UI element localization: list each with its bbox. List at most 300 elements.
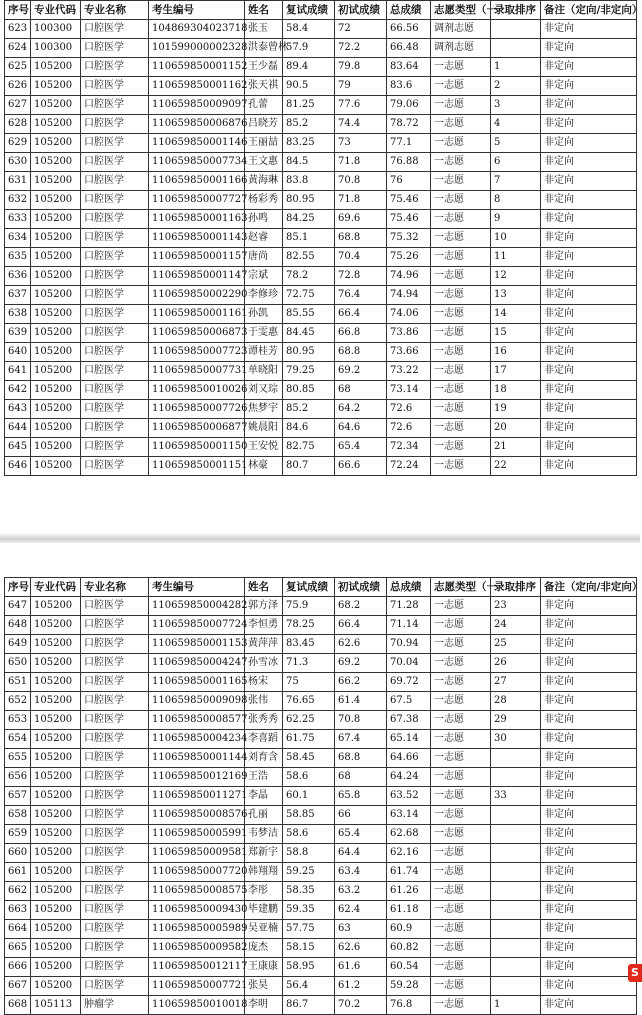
candidate-id-cell: 110659850008576 — [149, 806, 245, 825]
major-code-cell: 105200 — [31, 711, 81, 730]
table-row — [5, 730, 637, 749]
retest-score-cell: 57.9 — [283, 39, 335, 58]
preference-type-cell: 一志愿 — [431, 96, 491, 115]
initial-score-cell: 66 — [335, 806, 387, 825]
total-score-cell: 76.88 — [387, 153, 431, 172]
initial-score-cell: 66.8 — [335, 324, 387, 343]
candidate-id-cell: 110659850007721 — [149, 977, 245, 996]
initial-score-cell: 79 — [335, 77, 387, 96]
retest-score-cell: 85.2 — [283, 400, 335, 419]
candidate-id-cell: 110659850004234 — [149, 730, 245, 749]
table-row — [5, 863, 637, 882]
admission-rank-cell — [491, 20, 541, 39]
seq-cell: 624 — [5, 39, 31, 58]
name-cell: 郭方泽 — [245, 597, 283, 616]
seq-cell: 636 — [5, 267, 31, 286]
admission-rank-cell: 16 — [491, 343, 541, 362]
preference-type-cell: 一志愿 — [431, 191, 491, 210]
preference-type-cell: 调剂志愿 — [431, 20, 491, 39]
name-cell: 韦梦洁 — [245, 825, 283, 844]
admission-rank-cell — [491, 977, 541, 996]
preference-type-cell: 一志愿 — [431, 267, 491, 286]
total-score-cell: 70.04 — [387, 654, 431, 673]
admission-rank-cell: 7 — [491, 172, 541, 191]
preference-type-cell: 一志愿 — [431, 996, 491, 1015]
admission-rank-cell: 30 — [491, 730, 541, 749]
remark-cell: 非定向 — [541, 134, 637, 153]
remark-cell: 非定向 — [541, 438, 637, 457]
remark-cell: 非定向 — [541, 806, 637, 825]
preference-type-cell: 一志愿 — [431, 749, 491, 768]
name-cell: 孙凯 — [245, 305, 283, 324]
name-cell: 王安悦 — [245, 438, 283, 457]
remark-cell: 非定向 — [541, 381, 637, 400]
candidate-id-cell: 110659850007723 — [149, 343, 245, 362]
major-code-cell: 105200 — [31, 616, 81, 635]
major-code-cell: 105200 — [31, 381, 81, 400]
major-name-cell: 口腔医学 — [81, 20, 149, 39]
initial-score-cell: 69.2 — [335, 654, 387, 673]
major-code-cell: 100300 — [31, 20, 81, 39]
table-header-row — [5, 1, 637, 20]
retest-score-cell: 84.45 — [283, 324, 335, 343]
remark-cell: 非定向 — [541, 787, 637, 806]
remark-cell: 非定向 — [541, 977, 637, 996]
major-name-cell: 口腔医学 — [81, 134, 149, 153]
initial-score-cell: 73 — [335, 134, 387, 153]
remark-cell: 非定向 — [541, 844, 637, 863]
remark-cell: 非定向 — [541, 172, 637, 191]
remark-cell: 非定向 — [541, 901, 637, 920]
major-name-cell: 口腔医学 — [81, 77, 149, 96]
major-code-cell: 105200 — [31, 882, 81, 901]
name-cell: 焦梦宇 — [245, 400, 283, 419]
retest-score-cell: 61.75 — [283, 730, 335, 749]
admission-table-1 — [4, 0, 642, 476]
candidate-id-cell: 110659850007726 — [149, 400, 245, 419]
preference-type-cell: 一志愿 — [431, 343, 491, 362]
table-row — [5, 806, 637, 825]
admission-rank-cell: 2 — [491, 77, 541, 96]
major-code-cell: 105200 — [31, 673, 81, 692]
initial-score-cell: 79.8 — [335, 58, 387, 77]
name-cell: 赵睿 — [245, 229, 283, 248]
admission-rank-cell: 11 — [491, 248, 541, 267]
table-row — [5, 362, 637, 381]
name-cell: 姚晨阳 — [245, 419, 283, 438]
initial-score-cell: 61.2 — [335, 977, 387, 996]
total-score-cell: 60.82 — [387, 939, 431, 958]
seq-cell: 668 — [5, 996, 31, 1015]
major-name-cell: 口腔医学 — [81, 597, 149, 616]
major-name-cell: 口腔医学 — [81, 692, 149, 711]
seq-cell: 643 — [5, 400, 31, 419]
admission-rank-cell — [491, 863, 541, 882]
remark-cell: 非定向 — [541, 343, 637, 362]
initial-score-cell: 63.2 — [335, 882, 387, 901]
major-code-cell: 105200 — [31, 324, 81, 343]
major-name-cell: 口腔医学 — [81, 457, 149, 476]
table-row — [5, 825, 637, 844]
preference-type-cell: 一志愿 — [431, 58, 491, 77]
seq-cell: 629 — [5, 134, 31, 153]
candidate-id-cell: 110659850004282 — [149, 597, 245, 616]
initial-score-cell: 65.4 — [335, 438, 387, 457]
retest-score-cell: 90.5 — [283, 77, 335, 96]
name-cell: 刘育含 — [245, 749, 283, 768]
candidate-id-cell: 110659850001165 — [149, 673, 245, 692]
seq-cell: 664 — [5, 920, 31, 939]
header-major-code: 专业代码 — [31, 1, 81, 20]
total-score-cell: 74.96 — [387, 267, 431, 286]
admission-rank-cell: 13 — [491, 286, 541, 305]
name-cell: 李彤 — [245, 882, 283, 901]
header-total-score: 总成绩 — [387, 1, 431, 20]
admission-rank-cell: 27 — [491, 673, 541, 692]
total-score-cell: 76.8 — [387, 996, 431, 1015]
admission-table-2 — [4, 577, 642, 1015]
name-cell: 王丽喆 — [245, 134, 283, 153]
preference-type-cell: 调剂志愿 — [431, 39, 491, 58]
preference-type-cell: 一志愿 — [431, 787, 491, 806]
major-name-cell: 口腔医学 — [81, 229, 149, 248]
initial-score-cell: 70.8 — [335, 172, 387, 191]
candidate-id-cell: 110659850001151 — [149, 457, 245, 476]
total-score-cell: 77.1 — [387, 134, 431, 153]
major-name-cell: 口腔医学 — [81, 96, 149, 115]
total-score-cell: 64.24 — [387, 768, 431, 787]
remark-cell: 非定向 — [541, 768, 637, 787]
initial-score-cell: 61.4 — [335, 692, 387, 711]
admission-rank-cell — [491, 806, 541, 825]
total-score-cell: 70.94 — [387, 635, 431, 654]
candidate-id-cell: 110659850001166 — [149, 172, 245, 191]
major-code-cell: 105200 — [31, 768, 81, 787]
admission-rank-cell — [491, 958, 541, 977]
total-score-cell: 74.94 — [387, 286, 431, 305]
admission-rank-cell: 22 — [491, 457, 541, 476]
preference-type-cell: 一志愿 — [431, 400, 491, 419]
major-name-cell: 口腔医学 — [81, 305, 149, 324]
initial-score-cell: 65.4 — [335, 825, 387, 844]
preference-type-cell: 一志愿 — [431, 616, 491, 635]
admission-rank-cell: 12 — [491, 267, 541, 286]
header-candidate-id: 考生编号 — [149, 1, 245, 20]
retest-score-cell: 78.25 — [283, 616, 335, 635]
initial-score-cell: 70.4 — [335, 248, 387, 267]
name-cell: 黄海琳 — [245, 172, 283, 191]
table-row — [5, 191, 637, 210]
candidate-id-cell: 110659850007724 — [149, 616, 245, 635]
retest-score-cell: 75 — [283, 673, 335, 692]
retest-score-cell: 58.85 — [283, 806, 335, 825]
admission-rank-cell: 1 — [491, 58, 541, 77]
major-code-cell: 105200 — [31, 77, 81, 96]
table-row — [5, 172, 637, 191]
retest-score-cell: 58.35 — [283, 882, 335, 901]
preference-type-cell: 一志愿 — [431, 882, 491, 901]
major-code-cell: 105200 — [31, 958, 81, 977]
initial-score-cell: 68.8 — [335, 343, 387, 362]
candidate-id-cell: 110659850004247 — [149, 654, 245, 673]
header-major-code: 专业代码 — [31, 578, 81, 597]
retest-score-cell: 58.8 — [283, 844, 335, 863]
candidate-id-cell: 110659850006876 — [149, 115, 245, 134]
table-row — [5, 654, 637, 673]
name-cell: 王文惠 — [245, 153, 283, 172]
initial-score-cell: 64.4 — [335, 844, 387, 863]
major-name-cell: 口腔医学 — [81, 673, 149, 692]
remark-cell: 非定向 — [541, 692, 637, 711]
initial-score-cell: 72.2 — [335, 39, 387, 58]
total-score-cell: 63.14 — [387, 806, 431, 825]
name-cell: 杨彩秀 — [245, 191, 283, 210]
retest-score-cell: 58.6 — [283, 768, 335, 787]
seq-cell: 653 — [5, 711, 31, 730]
total-score-cell: 62.16 — [387, 844, 431, 863]
name-cell: 单晓阳 — [245, 362, 283, 381]
retest-score-cell: 78.2 — [283, 267, 335, 286]
header-name: 姓名 — [245, 1, 283, 20]
candidate-id-cell: 110659850012169 — [149, 768, 245, 787]
admission-rank-cell: 9 — [491, 210, 541, 229]
retest-score-cell: 72.75 — [283, 286, 335, 305]
candidate-id-cell: 110659850009581 — [149, 844, 245, 863]
total-score-cell: 76 — [387, 172, 431, 191]
remark-cell: 非定向 — [541, 939, 637, 958]
initial-score-cell: 67.4 — [335, 730, 387, 749]
major-code-cell: 105200 — [31, 939, 81, 958]
total-score-cell: 60.9 — [387, 920, 431, 939]
initial-score-cell: 71.8 — [335, 191, 387, 210]
major-code-cell: 105200 — [31, 58, 81, 77]
table-row — [5, 920, 637, 939]
table-row — [5, 343, 637, 362]
candidate-id-cell: 110659850001162 — [149, 77, 245, 96]
table-row — [5, 438, 637, 457]
major-name-cell: 口腔医学 — [81, 362, 149, 381]
major-code-cell: 100300 — [31, 39, 81, 58]
retest-score-cell: 80.85 — [283, 381, 335, 400]
initial-score-cell: 68.8 — [335, 749, 387, 768]
admission-rank-cell: 20 — [491, 419, 541, 438]
preference-type-cell: 一志愿 — [431, 324, 491, 343]
total-score-cell: 65.14 — [387, 730, 431, 749]
major-name-cell: 口腔医学 — [81, 844, 149, 863]
initial-score-cell: 68 — [335, 768, 387, 787]
seq-cell: 667 — [5, 977, 31, 996]
major-name-cell: 口腔医学 — [81, 654, 149, 673]
seq-cell: 657 — [5, 787, 31, 806]
header-remark: 备注（定向/非定向） — [541, 1, 637, 20]
total-score-cell: 75.32 — [387, 229, 431, 248]
total-score-cell: 61.26 — [387, 882, 431, 901]
total-score-cell: 83.6 — [387, 77, 431, 96]
table-page-1 — [0, 0, 640, 492]
seq-cell: 635 — [5, 248, 31, 267]
remark-cell: 非定向 — [541, 400, 637, 419]
major-code-cell: 105200 — [31, 153, 81, 172]
seq-cell: 634 — [5, 229, 31, 248]
preference-type-cell: 一志愿 — [431, 77, 491, 96]
table-row — [5, 267, 637, 286]
name-cell: 毕建鹏 — [245, 901, 283, 920]
retest-score-cell: 83.45 — [283, 635, 335, 654]
retest-score-cell: 85.2 — [283, 115, 335, 134]
admission-rank-cell — [491, 749, 541, 768]
table-row — [5, 749, 637, 768]
total-score-cell: 66.56 — [387, 20, 431, 39]
remark-cell: 非定向 — [541, 635, 637, 654]
retest-score-cell: 59.35 — [283, 901, 335, 920]
total-score-cell: 67.38 — [387, 711, 431, 730]
header-admission-rank: 录取排序 — [491, 1, 541, 20]
table-row — [5, 635, 637, 654]
initial-score-cell: 70.2 — [335, 996, 387, 1015]
name-cell: 洪泰曾林 — [245, 39, 283, 58]
seq-cell: 660 — [5, 844, 31, 863]
admission-rank-cell: 3 — [491, 96, 541, 115]
candidate-id-cell: 110659850007720 — [149, 863, 245, 882]
seq-cell: 628 — [5, 115, 31, 134]
table-row — [5, 616, 637, 635]
name-cell: 黄萍萍 — [245, 635, 283, 654]
candidate-id-cell: 110659850001152 — [149, 58, 245, 77]
major-code-cell: 105200 — [31, 191, 81, 210]
admission-rank-cell: 21 — [491, 438, 541, 457]
table-row — [5, 134, 637, 153]
seq-cell: 658 — [5, 806, 31, 825]
seq-cell: 666 — [5, 958, 31, 977]
major-code-cell: 105200 — [31, 825, 81, 844]
admission-rank-cell: 8 — [491, 191, 541, 210]
initial-score-cell: 62.4 — [335, 901, 387, 920]
name-cell: 庞杰 — [245, 939, 283, 958]
remark-cell: 非定向 — [541, 305, 637, 324]
header-admission-rank: 录取排序 — [491, 578, 541, 597]
total-score-cell: 63.52 — [387, 787, 431, 806]
retest-score-cell: 81.25 — [283, 96, 335, 115]
candidate-id-cell: 110659850007734 — [149, 153, 245, 172]
name-cell: 王浩 — [245, 768, 283, 787]
major-name-cell: 口腔医学 — [81, 191, 149, 210]
major-code-cell: 105200 — [31, 248, 81, 267]
initial-score-cell: 74.4 — [335, 115, 387, 134]
total-score-cell: 71.28 — [387, 597, 431, 616]
major-code-cell: 105200 — [31, 419, 81, 438]
major-code-cell: 105200 — [31, 172, 81, 191]
total-score-cell: 72.6 — [387, 419, 431, 438]
initial-score-cell: 68 — [335, 381, 387, 400]
name-cell: 王康康 — [245, 958, 283, 977]
seq-cell: 652 — [5, 692, 31, 711]
candidate-id-cell: 110659850010026 — [149, 381, 245, 400]
initial-score-cell: 69.2 — [335, 362, 387, 381]
retest-score-cell: 62.25 — [283, 711, 335, 730]
retest-score-cell: 85.55 — [283, 305, 335, 324]
table-row — [5, 692, 637, 711]
initial-score-cell: 61.6 — [335, 958, 387, 977]
preference-type-cell: 一志愿 — [431, 419, 491, 438]
major-code-cell: 105200 — [31, 457, 81, 476]
major-code-cell: 105200 — [31, 730, 81, 749]
name-cell: 李恒勇 — [245, 616, 283, 635]
total-score-cell: 73.86 — [387, 324, 431, 343]
header-remark: 备注（定向/非定向） — [541, 578, 637, 597]
candidate-id-cell: 110659850001157 — [149, 248, 245, 267]
major-code-cell: 105113 — [31, 996, 81, 1015]
admission-rank-cell: 19 — [491, 400, 541, 419]
name-cell: 孙鸣 — [245, 210, 283, 229]
admission-rank-cell: 18 — [491, 381, 541, 400]
name-cell: 张伟 — [245, 692, 283, 711]
seq-cell: 637 — [5, 286, 31, 305]
remark-cell: 非定向 — [541, 115, 637, 134]
preference-type-cell: 一志愿 — [431, 457, 491, 476]
major-name-cell: 口腔医学 — [81, 58, 149, 77]
total-score-cell: 69.72 — [387, 673, 431, 692]
admission-rank-cell: 5 — [491, 134, 541, 153]
major-code-cell: 105200 — [31, 692, 81, 711]
major-code-cell: 105200 — [31, 438, 81, 457]
table-row — [5, 787, 637, 806]
initial-score-cell: 72.8 — [335, 267, 387, 286]
admission-rank-cell: 24 — [491, 616, 541, 635]
name-cell: 于雯惠 — [245, 324, 283, 343]
admission-rank-cell: 29 — [491, 711, 541, 730]
total-score-cell: 78.72 — [387, 115, 431, 134]
retest-score-cell: 80.7 — [283, 457, 335, 476]
name-cell: 张秀秀 — [245, 711, 283, 730]
seq-cell: 641 — [5, 362, 31, 381]
retest-score-cell: 80.95 — [283, 343, 335, 362]
total-score-cell: 61.74 — [387, 863, 431, 882]
admission-rank-cell: 10 — [491, 229, 541, 248]
admission-rank-cell: 26 — [491, 654, 541, 673]
preference-type-cell: 一志愿 — [431, 381, 491, 400]
remark-cell: 非定向 — [541, 749, 637, 768]
preference-type-cell: 一志愿 — [431, 229, 491, 248]
header-total-score: 总成绩 — [387, 578, 431, 597]
admission-rank-cell: 15 — [491, 324, 541, 343]
table-row — [5, 381, 637, 400]
seq-cell: 648 — [5, 616, 31, 635]
candidate-id-cell: 110659850001146 — [149, 134, 245, 153]
candidate-id-cell: 110659850001163 — [149, 210, 245, 229]
retest-score-cell: 84.5 — [283, 153, 335, 172]
initial-score-cell: 64.2 — [335, 400, 387, 419]
name-cell: 孔丽 — [245, 806, 283, 825]
remark-cell: 非定向 — [541, 419, 637, 438]
major-name-cell: 口腔医学 — [81, 267, 149, 286]
table-row — [5, 229, 637, 248]
major-code-cell: 105200 — [31, 286, 81, 305]
preference-type-cell: 一志愿 — [431, 958, 491, 977]
seq-cell: 647 — [5, 597, 31, 616]
sogou-ime-icon[interactable]: S — [628, 964, 642, 982]
table-row — [5, 844, 637, 863]
major-name-cell: 口腔医学 — [81, 381, 149, 400]
initial-score-cell: 66.6 — [335, 457, 387, 476]
major-name-cell: 口腔医学 — [81, 768, 149, 787]
initial-score-cell: 76.4 — [335, 286, 387, 305]
retest-score-cell: 82.55 — [283, 248, 335, 267]
seq-cell: 625 — [5, 58, 31, 77]
initial-score-cell: 72 — [335, 20, 387, 39]
major-name-cell: 口腔医学 — [81, 324, 149, 343]
preference-type-cell: 一志愿 — [431, 863, 491, 882]
major-name-cell: 口腔医学 — [81, 882, 149, 901]
